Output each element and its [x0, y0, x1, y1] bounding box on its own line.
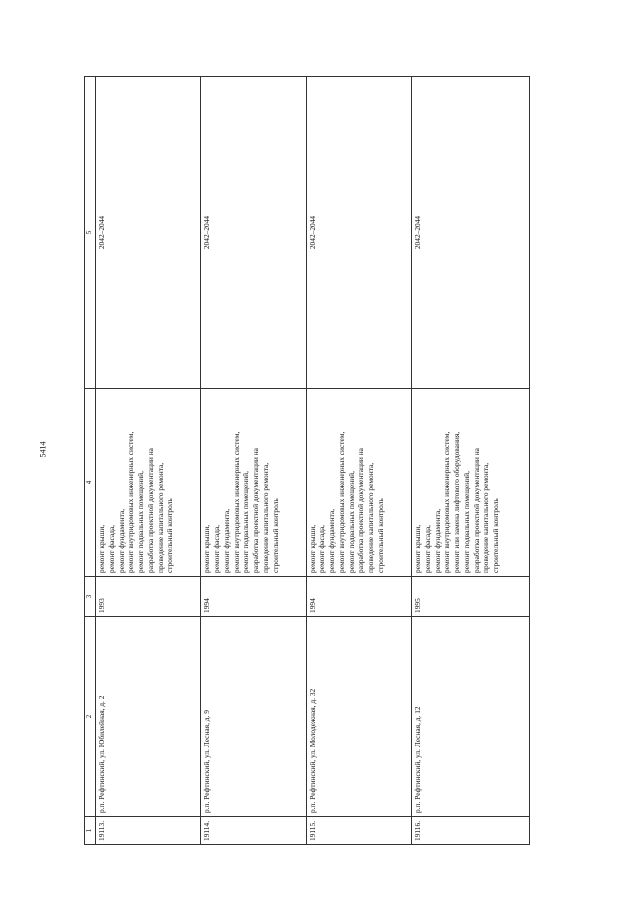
works-cell — [96, 389, 201, 577]
period-cell: 2042–2044 — [411, 77, 529, 389]
work-item: разработка проектной документации на — [356, 448, 366, 573]
work-item: ремонт фасада, — [106, 525, 116, 573]
header-row — [85, 77, 96, 845]
work-item: ремонт подвальных помещений, — [461, 471, 471, 573]
work-item: разработка проектной документации на — [251, 448, 261, 573]
row-number: 19114. — [201, 817, 306, 845]
work-item: ремонт фасада, — [212, 525, 222, 573]
work-item: ремонт фасада, — [317, 525, 327, 573]
works-cell — [201, 389, 306, 577]
header-cell-2: 2 — [85, 617, 96, 817]
work-item: ремонт или замена лифтового оборудования, — [452, 431, 462, 573]
work-item: ремонт крыши, — [412, 524, 422, 573]
work-item: ремонт крыши, — [202, 524, 212, 573]
table-row — [201, 77, 306, 845]
table-row — [306, 77, 411, 845]
works-cell — [411, 389, 529, 577]
period-cell: 2042–2044 — [306, 77, 411, 389]
row-number: 19116. — [411, 817, 529, 845]
year-cell: 1994 — [201, 577, 306, 617]
work-item: ремонт внутридомовых инженерных систем, — [336, 431, 346, 573]
year-cell: 1995 — [411, 577, 529, 617]
year-cell: 1994 — [306, 577, 411, 617]
document-table-rotated — [84, 77, 530, 845]
work-item: ремонт подвальных помещений, — [136, 471, 146, 573]
work-item: разработка проектной документации на — [145, 448, 155, 573]
period-cell: 2042–2044 — [96, 77, 201, 389]
work-item: проведение капитального ремонта, — [260, 462, 270, 573]
repair-schedule-table — [84, 76, 530, 845]
address-cell: р.п. Рефтинский, ул. Лесная, д. 9 — [201, 617, 306, 817]
work-item: проведение капитального ремонта, — [481, 462, 491, 573]
work-item: ремонт фундамента, — [432, 508, 442, 573]
work-item: ремонт фундамента, — [327, 508, 337, 573]
work-item: строительный контроль — [270, 498, 280, 573]
work-item: ремонт внутридомовых инженерных систем, — [231, 431, 241, 573]
work-item: ремонт внутридомовых инженерных систем, — [442, 431, 452, 573]
header-cell-4: 4 — [85, 389, 96, 577]
work-item: строительный контроль — [376, 498, 386, 573]
work-item: ремонт подвальных помещений, — [241, 471, 251, 573]
work-item: ремонт крыши, — [97, 524, 106, 573]
works-cell — [306, 389, 411, 577]
address-cell: р.п. Рефтинский, ул. Юбилейная, д. 2 — [96, 617, 201, 817]
work-item: строительный контроль — [165, 498, 175, 573]
period-cell: 2042–2044 — [201, 77, 306, 389]
work-item: разработка проектной документации на — [471, 448, 481, 573]
table-row — [96, 77, 201, 845]
work-item: ремонт фундамента, — [221, 508, 231, 573]
work-item: ремонт фасада, — [422, 525, 432, 573]
work-item: проведение капитального ремонта, — [155, 462, 165, 573]
work-item: строительный контроль — [491, 498, 501, 573]
page-number: 5414 — [38, 441, 48, 458]
table-row — [411, 77, 529, 845]
header-cell-3: 3 — [85, 577, 96, 617]
work-item: проведение капитального ремонта, — [366, 462, 376, 573]
header-cell-5: 5 — [85, 77, 96, 389]
row-number: 19115. — [306, 817, 411, 845]
header-cell-1: 1 — [85, 817, 96, 845]
year-cell: 1993 — [96, 577, 201, 617]
row-number: 19113. — [96, 817, 201, 845]
address-cell: р.п. Рефтинский, ул. Молодежная, д. 32 — [306, 617, 411, 817]
address-cell: р.п. Рефтинский, ул. Лесная, д. 12 — [411, 617, 529, 817]
work-item: ремонт фундамента, — [116, 508, 126, 573]
work-item: ремонт крыши, — [307, 524, 317, 573]
work-item: ремонт внутридомовых инженерных систем, — [126, 431, 136, 573]
work-item: ремонт подвальных помещений, — [346, 471, 356, 573]
